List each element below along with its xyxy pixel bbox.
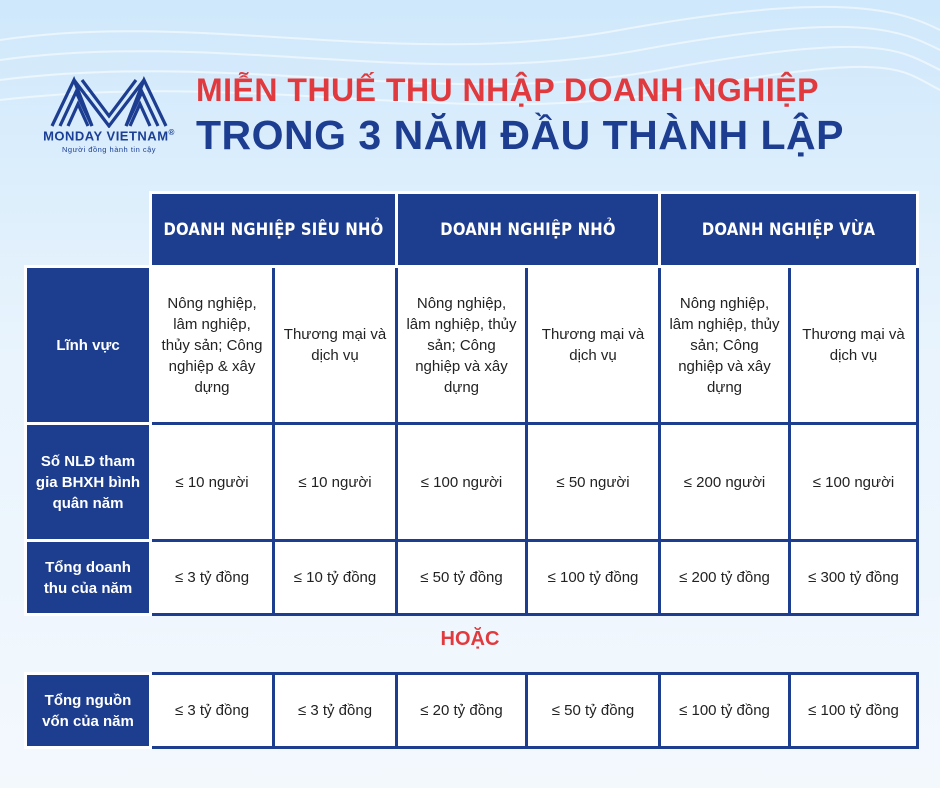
capital-table — [24, 672, 919, 749]
table-cell: Nông nghiệp, lâm nghiệp, thủy sản; Công nghiệp và xây dựng — [660, 267, 790, 424]
table-cell: ≤ 3 tỷ đồng — [151, 541, 274, 615]
table-row-revenue — [26, 541, 918, 615]
table-cell: ≤ 300 tỷ đồng — [790, 541, 918, 615]
registered-mark: ® — [168, 128, 175, 137]
brand-tagline: Người đồng hành tin cậy — [62, 145, 156, 154]
table-cell: ≤ 10 người — [274, 424, 397, 541]
brand-name: MONDAY VIETNAM® — [43, 128, 175, 144]
table-row-sector — [26, 267, 918, 424]
table-row-capital — [26, 674, 918, 748]
table-cell: ≤ 100 tỷ đồng — [660, 674, 790, 748]
criteria-table — [24, 191, 919, 616]
page-title-line-2: TRONG 3 NĂM ĐẦU THÀNH LẬP — [196, 112, 844, 158]
table-cell: ≤ 10 tỷ đồng — [274, 541, 397, 615]
table-row-employees — [26, 424, 918, 541]
header-micro-enterprise: DOANH NGHIỆP SIÊU NHỎ — [151, 193, 397, 267]
table-cell: Thương mại và dịch vụ — [274, 267, 397, 424]
header-blank-cell — [26, 193, 151, 267]
row-label-employees: Số NLĐ tham gia BHXH bình quân năm — [26, 424, 151, 541]
logo-mark-icon — [46, 76, 172, 128]
row-label-revenue: Tổng doanh thu của năm — [26, 541, 151, 615]
table-cell: ≤ 3 tỷ đồng — [274, 674, 397, 748]
header-small-enterprise: DOANH NGHIỆP NHỎ — [397, 193, 660, 267]
table-cell: ≤ 100 người — [397, 424, 527, 541]
or-divider-label: HOẶC — [440, 628, 500, 650]
brand-logo — [24, 76, 194, 156]
row-label-sector: Lĩnh vực — [26, 267, 151, 424]
table-cell: ≤ 50 người — [527, 424, 660, 541]
table-cell: Thương mại và dịch vụ — [527, 267, 660, 424]
table-cell: ≤ 100 tỷ đồng — [527, 541, 660, 615]
table-cell: ≤ 50 tỷ đồng — [397, 541, 527, 615]
table-cell: Nông nghiệp, lâm nghiệp, thủy sản; Công nghiệp và xây dựng — [397, 267, 527, 424]
table-cell: ≤ 3 tỷ đồng — [151, 674, 274, 748]
table-cell: ≤ 200 người — [660, 424, 790, 541]
page-title-line-1: MIỄN THUẾ THU NHẬP DOANH NGHIỆP — [196, 72, 819, 108]
table-cell: Thương mại và dịch vụ — [790, 267, 918, 424]
table-cell: Nông nghiệp, lâm nghiệp, thủy sản; Công nghiệp & xây dựng — [151, 267, 274, 424]
table-cell: ≤ 200 tỷ đồng — [660, 541, 790, 615]
table-cell: ≤ 100 tỷ đồng — [790, 674, 918, 748]
row-label-capital: Tổng nguồn vốn của năm — [26, 674, 151, 748]
table-cell: ≤ 10 người — [151, 424, 274, 541]
table-cell: ≤ 50 tỷ đồng — [527, 674, 660, 748]
table-cell: ≤ 20 tỷ đồng — [397, 674, 527, 748]
header-medium-enterprise: DOANH NGHIỆP VỪA — [660, 193, 918, 267]
table-cell: ≤ 100 người — [790, 424, 918, 541]
table-header-row — [26, 193, 918, 267]
